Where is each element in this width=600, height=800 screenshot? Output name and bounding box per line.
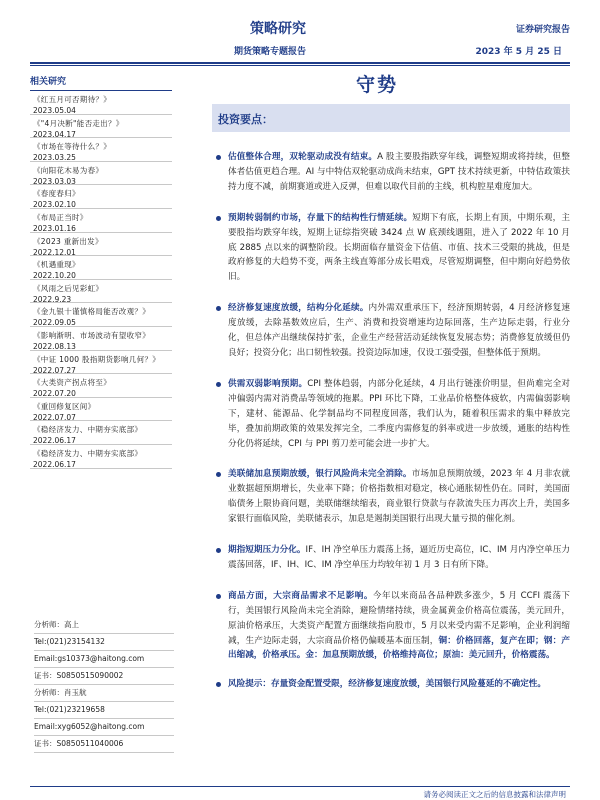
bullet-dot-icon	[216, 306, 221, 311]
related-research-item-date: 2022.07.27	[33, 365, 76, 375]
analyst-info-row: Tel:(021)23219658	[34, 702, 174, 719]
related-research-item[interactable]	[30, 327, 172, 351]
related-research-item-title: 《稳经济发力、中期夯实底部》	[33, 448, 143, 458]
related-research-item[interactable]	[30, 280, 172, 304]
related-research-list	[30, 91, 172, 469]
related-research-item[interactable]	[30, 398, 172, 422]
investment-point-lead: 期指短期压力分化。	[228, 545, 306, 556]
related-research-item-date: 2022.08.13	[33, 341, 76, 351]
related-research-item-date: 2023.04.17	[33, 129, 76, 139]
investment-point-lead: 风险提示：	[228, 679, 271, 690]
investment-point-lead: 预期转弱制约市场，存量下的结构性行情延续。	[228, 212, 413, 223]
related-research-item[interactable]	[30, 162, 172, 186]
related-research-item-title: 《风雨之后见彩虹》	[33, 283, 104, 293]
related-research-item[interactable]	[30, 138, 172, 162]
related-research-item[interactable]	[30, 374, 172, 398]
related-research-item-title: 《向阳花木易为春》	[33, 165, 104, 175]
analyst-info-row: 证书：S0850511040006	[34, 736, 174, 753]
investment-point-commodity-note: 加息预期放缓，价格维持高位；	[322, 650, 443, 661]
related-research-item-title: 《影响渐明、市场波动有望收窄》	[33, 330, 150, 340]
section-header-bar	[212, 104, 570, 132]
analyst-info-row: Email:gs10373@haitong.com	[34, 651, 174, 668]
related-research-item-title: 《"4月决断"能否走出？》	[33, 118, 124, 128]
investment-point-body: A 股主要股指跌穿年线，调整短期或将持续，但整体者估值更趋合理。AI 与中特估双轮驱动成尚未结束，GPT 技术持续更新，中特估政策扶持力度不减，前期赛道或进入反弹，但难以取代目前的主线，机构腔星难度加大。	[228, 152, 570, 192]
bullet-dot-icon	[216, 548, 221, 553]
investment-point-lead: 商品方面，大宗商品需求不足影响。	[228, 590, 373, 601]
header-subtitle: 期货策略专题报告	[234, 47, 307, 57]
related-research-item-title: 《市场在等待什么？》	[33, 142, 111, 152]
investment-point	[212, 301, 570, 361]
analyst-info	[34, 617, 174, 753]
investment-point-commodity-note: 金：	[305, 650, 323, 661]
bullet-dot-icon	[216, 382, 221, 387]
investment-point-lead: 估值整体合理，双轮驱动成没有结束。	[228, 152, 378, 162]
related-research-item-date: 2023.01.16	[33, 223, 76, 233]
related-research-item-title: 《机遇重现》	[33, 260, 80, 270]
footer-divider	[30, 786, 570, 787]
analyst-info-row: 分析师：高上	[34, 617, 174, 634]
investment-point	[212, 377, 570, 452]
related-research-item[interactable]	[30, 185, 172, 209]
footer-disclaimer: 请务必阅读正文之后的信息披露和法律声明	[423, 790, 566, 799]
investment-point-body: IF、IH 净空单压力震荡上扬，逼近历史高位，IC、IM 月内净空单压力震荡回落，IF、IH、IC、IM 净空单压力均较年初 1 月 3 日有所下降。	[228, 545, 570, 570]
investment-point-body: 内外需双重承压下，经济预期转弱，4 月经济修复速度放缓，去除基数效应后，生产、消费和投资增速均边际回落，生产边际走弱，行业分化，但总体产出继续保持扩张，企业生产经营活动延续恢复发展态势；消费修复放缓但仍良好；投资分化；出口韧性较强。投资边际加速，仅设工强受强，但整体低于预期。	[228, 303, 570, 358]
analyst-info-row: 证书：S0850515090002	[34, 668, 174, 685]
investment-point-lead: 美联储加息预期放缓，银行风险尚未完全消除。	[228, 469, 412, 480]
investment-point	[212, 589, 570, 664]
related-research-item-date: 2023.05.04	[33, 106, 76, 115]
related-research-sidebar	[30, 68, 172, 469]
investment-point-commodity-note: 原油：	[442, 650, 469, 661]
related-research-item-title: 《大类资产拐点将至》	[33, 378, 111, 388]
related-research-item-title: 《春度春归》	[33, 189, 80, 199]
analyst-info-row: Email:xyg6052@haitong.com	[34, 719, 174, 736]
related-research-item[interactable]	[30, 351, 172, 375]
related-research-item-date: 2022.09.05	[33, 318, 76, 328]
related-research-item[interactable]	[30, 256, 172, 280]
investment-point-commodity-note: 产出缩减，价格承压。	[228, 635, 570, 661]
related-research-item[interactable]	[30, 233, 172, 257]
investment-point-body: CPI 整体趋弱，内部分化延续，4 月出行链涨价明显，但尚难完全对冲偏弱内需对消费品等领域的拖累。PPI 环比下降，工业品价格整体疲软，内需偏弱影响下，建材、能源品、化学制品均不同程度回落，我们认为，随着积压需求的集中释放完毕，叠加前期政策的效果发挥完全，二季度内需修复的斜率或进一步放缓，通胀的结构性分化仍将延续，CPI 与 PPI 剪刀差可能会进一步扩大。	[228, 378, 570, 449]
investment-point	[212, 677, 570, 692]
related-research-item-title: 《金九银十谨慎格局能否改观？》	[33, 307, 150, 317]
investment-point	[212, 211, 570, 286]
investment-point-commodity-note: 价格回落，复产在即；	[456, 635, 544, 646]
investment-point	[212, 150, 570, 195]
header-report-type: 证券研究报告	[515, 25, 570, 35]
related-research-title: 相关研究	[30, 68, 172, 91]
related-research-item-title: 《稳经济发力、中期夯实底部》	[33, 425, 143, 435]
related-research-item[interactable]	[30, 91, 172, 115]
investment-point-body: 市场加息预期放缓，2023 年 4 月非农就业数据超预期增长，失业率下降；价格指数相对稳定，核心通胀韧性仍在。同时，美国面临债务上限协商问题，美联储继续缩表，商业银行贷款与存款流失压力再次上升，美国多家银行面临风险，美联储表示，加息是遏制美国银行出现大量亏损的催化剂。	[228, 469, 570, 525]
investment-point-body: 存量资金配置受限，经济修复速度放缓，美国银行风险蔓延的不确定性。	[270, 679, 546, 690]
header-title: 策略研究	[250, 21, 306, 37]
related-research-item-title: 《中证 1000 股指期货影响几何？》	[33, 354, 161, 364]
bullet-dot-icon	[216, 155, 221, 160]
report-header	[0, 0, 600, 66]
investment-point	[212, 467, 570, 527]
related-research-item-date: 2023.03.25	[33, 153, 76, 163]
header-date: 2023 年 5 月 25 日	[475, 47, 562, 57]
bullet-dot-icon	[216, 472, 221, 477]
related-research-item-date: 2023.02.10	[33, 200, 76, 210]
investment-point-lead: 供需双弱影响预期。	[228, 378, 308, 389]
related-research-item-date: 2022.06.17	[33, 459, 76, 469]
bullet-dot-icon	[216, 682, 221, 687]
related-research-item-title: 《2023 重新出发》	[33, 236, 103, 246]
related-research-item[interactable]	[30, 303, 172, 327]
bullet-dot-icon	[216, 594, 221, 599]
investment-point-commodity-note: 铜：	[438, 635, 457, 646]
related-research-item[interactable]	[30, 209, 172, 233]
bullet-dot-icon	[216, 216, 221, 221]
related-research-item-title: 《红五月可否期待？》	[33, 95, 111, 104]
related-research-item-date: 2022.07.07	[33, 412, 76, 422]
related-research-item-title: 《重回修复区间》	[33, 401, 96, 411]
analyst-info-row: Tel:(021)23154132	[34, 634, 174, 651]
related-research-item-date: 2022.06.17	[33, 436, 76, 446]
investment-points	[212, 150, 570, 692]
related-research-item-date: 2023.03.03	[33, 176, 76, 186]
header-divider	[30, 62, 570, 64]
related-research-item[interactable]	[30, 115, 172, 139]
related-research-item[interactable]	[30, 445, 172, 469]
investment-point-body: 短期下有底，长期上有顶，中期乐观，主要股指均跌穿年线，短期上证综指突破 3424 点 W 底颈线遇阻，进入了 2022 年 10 月底 2885 点以来的调整阶段。长期面临存量资金下估值、市值、技术三受限的挑战，但是政府修复的大趋势不变，两条主线直筹部分成长唱戏，尽管短期调整，但中期向好趋势依旧。	[228, 212, 570, 283]
investment-point-lead: 经济修复速度放缓，结构分化延续。	[228, 303, 369, 314]
report-title: 守势	[356, 74, 399, 96]
related-research-item-date: 2022.12.01	[33, 247, 76, 257]
related-research-item-date: 2022.10.20	[33, 271, 76, 281]
related-research-item[interactable]	[30, 421, 172, 445]
related-research-item-title: 《布局正当时》	[33, 212, 88, 222]
investment-point-commodity-note: 美元回升，价格震荡。	[468, 650, 555, 661]
related-research-item-date: 2022.07.20	[33, 389, 76, 399]
investment-point-body: 今年以来商品各品种跌多涨少，5 月 CCFI 震荡下行，美国银行风险尚未完全消除，避险情绪持续，贵金属黄金价格高位震荡，美元回升，原油价格承压，大类资产配置方面继续指向股市，5 月以来受内需不足影响，企业利润缩减，生产边际走弱，大宗商品价格仍偏暖基本面压制，	[228, 590, 570, 646]
section-header-label: 投资要点：	[218, 113, 273, 126]
related-research-item-date: 2022.9.23	[33, 294, 72, 304]
investment-point-commodity-note: 钢：	[543, 635, 562, 646]
header-divider-thin	[30, 65, 570, 66]
investment-point	[212, 543, 570, 573]
analyst-info-row: 分析师：肖玉航	[34, 685, 174, 702]
